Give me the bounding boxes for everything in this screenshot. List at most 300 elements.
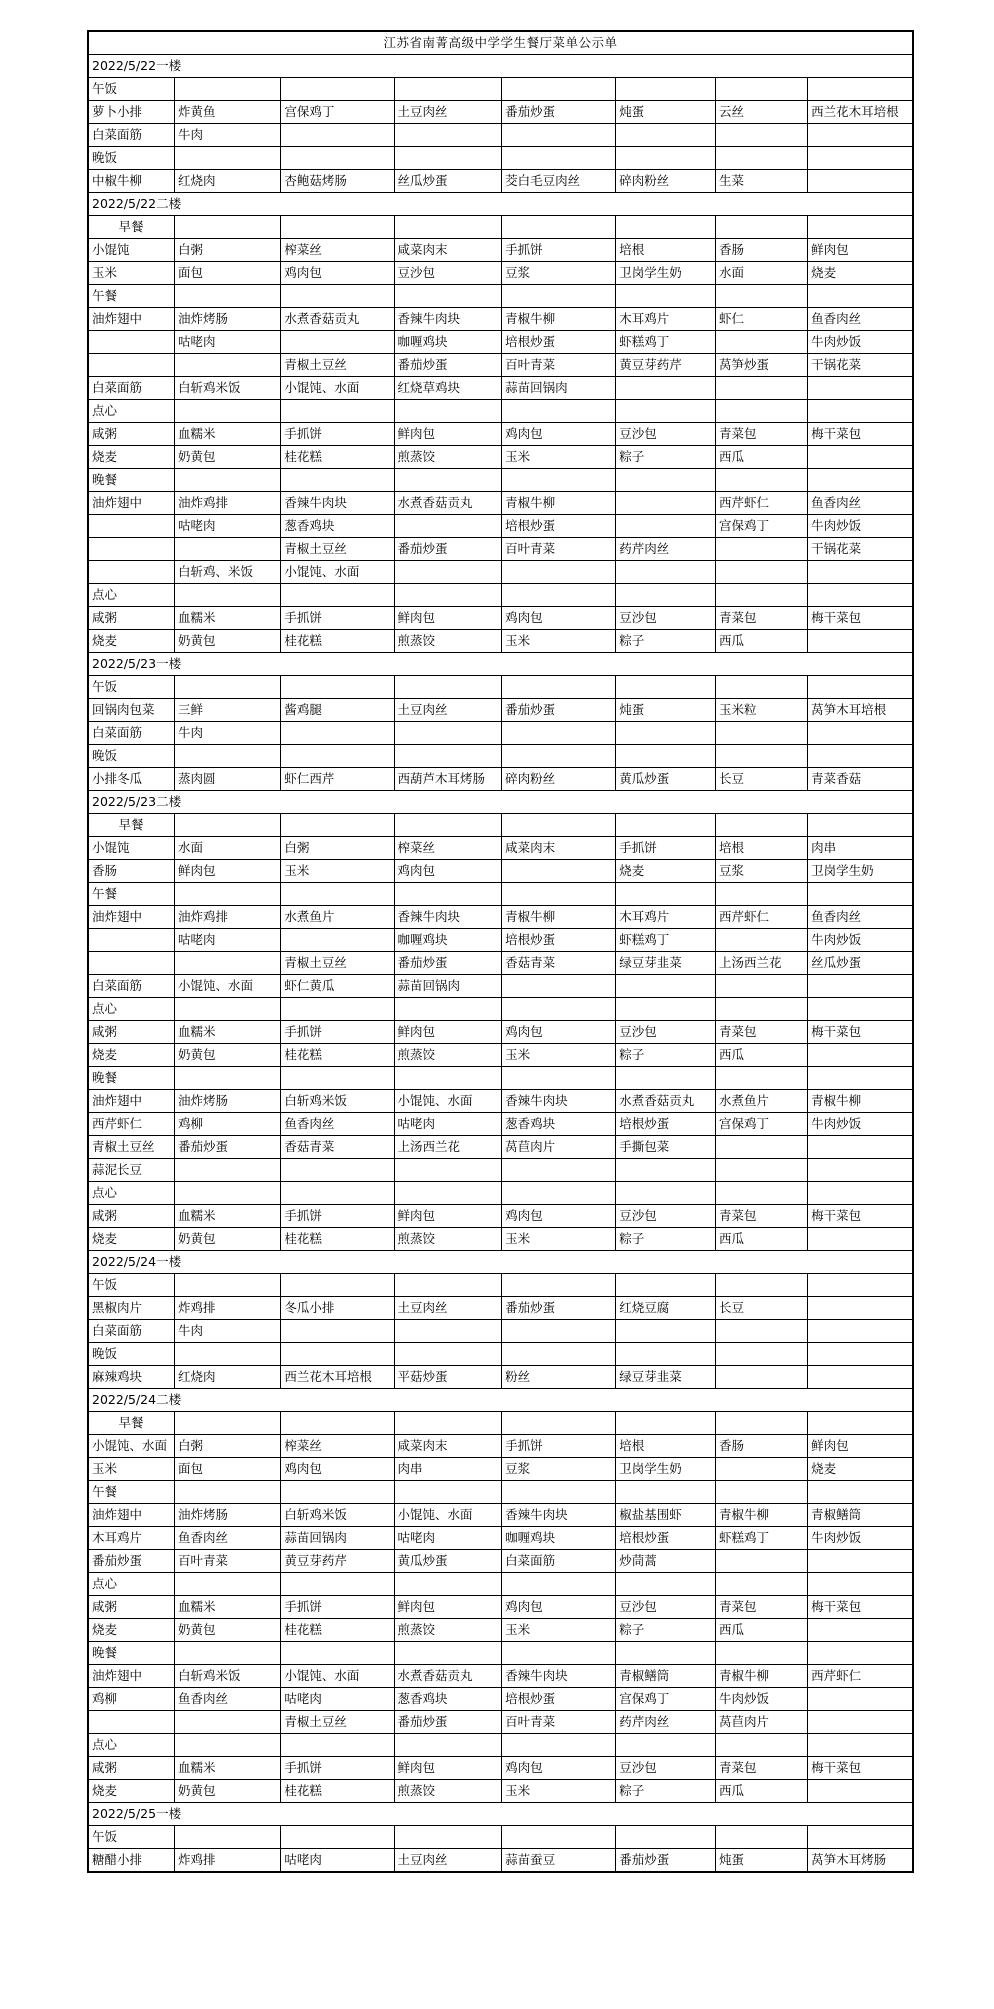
empty-cell [394,1159,502,1182]
dish-cell: 油炸翅中 [88,308,174,331]
meal-header-row [88,1734,913,1757]
dish-cell: 青椒土豆丝 [281,1711,394,1734]
dish-cell: 莴苣肉片 [502,1136,616,1159]
dish-cell: 培根 [616,239,716,262]
empty-cell [808,1412,913,1435]
date-section-label: 2022/5/23二楼 [88,791,913,814]
dish-cell: 木耳鸡片 [88,1527,174,1550]
dish-cell: 卫岗学生奶 [616,262,716,285]
dish-cell: 奶黄包 [174,1619,280,1642]
meal-header-label: 晚饭 [88,1343,174,1366]
meal-header-row [88,1826,913,1849]
table-row [88,1527,913,1550]
empty-cell [394,1343,502,1366]
dish-cell: 青椒土豆丝 [281,538,394,561]
empty-cell [502,584,616,607]
dish-cell: 榨菜丝 [281,239,394,262]
dish-cell: 碎肉粉丝 [502,768,616,791]
dish-cell: 烧麦 [88,446,174,469]
meal-header-row [88,285,913,308]
dish-cell: 香辣牛肉块 [502,1665,616,1688]
table-row [88,952,913,975]
dish-cell: 云丝 [716,101,808,124]
empty-cell [716,814,808,837]
dish-cell: 血糯米 [174,1205,280,1228]
dish-cell: 番茄炒蛋 [502,101,616,124]
dish-cell: 小馄饨、水面 [281,377,394,400]
table-row [88,929,913,952]
table-row [88,262,913,285]
dish-cell: 白粥 [281,837,394,860]
dish-cell: 桂花糕 [281,630,394,653]
empty-cell [716,929,808,952]
table-row [88,722,913,745]
dish-cell: 西瓜 [716,1780,808,1803]
empty-cell [281,676,394,699]
empty-cell [616,676,716,699]
table-row [88,699,913,722]
date-section-row [88,193,913,216]
dish-cell: 青椒土豆丝 [281,952,394,975]
dish-cell: 手抓饼 [281,1757,394,1780]
dish-cell: 烧麦 [808,1458,913,1481]
dish-cell: 长豆 [716,1297,808,1320]
dish-cell: 干锅花菜 [808,354,913,377]
empty-cell [502,400,616,423]
dish-cell: 黑椒肉片 [88,1297,174,1320]
dish-cell: 玉米 [502,1619,616,1642]
dish-cell: 血糯米 [174,1596,280,1619]
dish-cell: 青椒鳝筒 [808,1504,913,1527]
dish-cell: 宫保鸡丁 [616,1688,716,1711]
empty-cell [281,285,394,308]
dish-cell: 绿豆芽韭菜 [616,1366,716,1389]
dish-cell: 蒜苗回锅肉 [502,377,616,400]
meal-header-row [88,883,913,906]
table-row [88,1090,913,1113]
empty-cell [808,1711,913,1734]
dish-cell: 榨菜丝 [394,837,502,860]
dish-cell: 血糯米 [174,423,280,446]
dish-cell: 香辣牛肉块 [502,1504,616,1527]
dish-cell: 番茄炒蛋 [616,1849,716,1873]
dish-cell: 葱香鸡块 [281,515,394,538]
empty-cell [716,216,808,239]
dish-cell: 牛肉炒饭 [808,1113,913,1136]
empty-cell [394,1182,502,1205]
empty-cell [281,745,394,768]
empty-cell [88,515,174,538]
empty-cell [808,1320,913,1343]
empty-cell [716,745,808,768]
empty-cell [174,952,280,975]
dish-cell: 面包 [174,262,280,285]
empty-cell [716,78,808,101]
dish-cell: 鸡肉包 [281,262,394,285]
date-section-row [88,653,913,676]
empty-cell [616,975,716,998]
dish-cell: 西瓜 [716,446,808,469]
dish-cell: 培根 [616,1435,716,1458]
empty-cell [716,538,808,561]
table-row [88,1550,913,1573]
empty-cell [174,538,280,561]
empty-cell [394,1826,502,1849]
dish-cell: 炖蛋 [616,101,716,124]
meal-header-label: 晚餐 [88,469,174,492]
empty-cell [808,400,913,423]
empty-cell [616,216,716,239]
meal-header-label: 午餐 [88,1481,174,1504]
dish-cell: 油炸烤肠 [174,1090,280,1113]
dish-cell: 培根 [716,837,808,860]
dish-cell: 鸡肉包 [502,1205,616,1228]
dish-cell: 粽子 [616,1044,716,1067]
dish-cell: 手抓饼 [281,1205,394,1228]
dish-cell: 番茄炒蛋 [394,952,502,975]
dish-cell: 油炸翅中 [88,1504,174,1527]
dish-cell: 豆沙包 [616,607,716,630]
dish-cell: 油炸翅中 [88,1665,174,1688]
dish-cell: 鲜肉包 [174,860,280,883]
empty-cell [281,1320,394,1343]
dish-cell: 西芹虾仁 [808,1665,913,1688]
dish-cell: 丝瓜炒蛋 [394,170,502,193]
dish-cell: 培根炒蛋 [502,515,616,538]
dish-cell: 桂花糕 [281,1780,394,1803]
dish-cell: 咖喱鸡块 [502,1527,616,1550]
table-row [88,1136,913,1159]
empty-cell [281,1412,394,1435]
dish-cell: 咕咾肉 [174,929,280,952]
empty-cell [616,722,716,745]
empty-cell [616,745,716,768]
meal-header-label: 点心 [88,584,174,607]
empty-cell [281,883,394,906]
empty-cell [716,722,808,745]
empty-cell [616,1320,716,1343]
dish-cell: 葱香鸡块 [394,1688,502,1711]
empty-cell [616,883,716,906]
empty-cell [616,1343,716,1366]
meal-header-row [88,1343,913,1366]
empty-cell [174,78,280,101]
meal-header-row [88,147,913,170]
table-row [88,1619,913,1642]
empty-cell [616,814,716,837]
empty-cell [281,998,394,1021]
dish-cell: 红烧豆腐 [616,1297,716,1320]
dish-cell: 蒜苗蚕豆 [502,1849,616,1873]
empty-cell [808,722,913,745]
dish-cell: 梅干菜包 [808,607,913,630]
empty-cell [616,515,716,538]
table-row [88,1435,913,1458]
dish-cell: 咸粥 [88,423,174,446]
empty-cell [616,1159,716,1182]
empty-cell [502,1412,616,1435]
dish-cell: 奶黄包 [174,1780,280,1803]
dish-cell: 粽子 [616,1780,716,1803]
empty-cell [502,1182,616,1205]
dish-cell: 豆浆 [502,262,616,285]
empty-cell [808,78,913,101]
meal-header-row [88,1274,913,1297]
dish-cell: 粉丝 [502,1366,616,1389]
table-row [88,423,913,446]
dish-cell: 番茄炒蛋 [394,354,502,377]
empty-cell [394,1481,502,1504]
dish-cell: 培根炒蛋 [616,1527,716,1550]
dish-cell: 桂花糕 [281,1619,394,1642]
dish-cell: 奶黄包 [174,1228,280,1251]
dish-cell: 土豆肉丝 [394,699,502,722]
dish-cell: 肉串 [394,1458,502,1481]
empty-cell [502,216,616,239]
dish-cell: 鸡柳 [88,1688,174,1711]
dish-cell: 黄瓜炒蛋 [394,1550,502,1573]
empty-cell [281,331,394,354]
empty-cell [716,1642,808,1665]
empty-cell [281,216,394,239]
empty-cell [502,124,616,147]
dish-cell: 豆浆 [716,860,808,883]
empty-cell [502,975,616,998]
empty-cell [281,1642,394,1665]
empty-cell [808,584,913,607]
meal-header-label: 午餐 [88,883,174,906]
dish-cell: 青椒牛柳 [502,492,616,515]
meal-header-label: 午饭 [88,1826,174,1849]
empty-cell [174,584,280,607]
dish-cell: 水煮鱼片 [281,906,394,929]
empty-cell [716,469,808,492]
dish-cell: 糖醋小排 [88,1849,174,1873]
dish-cell: 药芹肉丝 [616,1711,716,1734]
date-section-row [88,1251,913,1274]
empty-cell [616,998,716,1021]
dish-cell: 蒜泥长豆 [88,1159,174,1182]
meal-header-label: 晚饭 [88,147,174,170]
table-row [88,101,913,124]
meal-header-label: 早餐 [88,216,174,239]
dish-cell: 咸粥 [88,607,174,630]
empty-cell [616,1481,716,1504]
meal-header-row [88,814,913,837]
empty-cell [394,1642,502,1665]
dish-cell: 鱼香肉丝 [174,1688,280,1711]
dish-cell: 西瓜 [716,630,808,653]
dish-cell: 小馄饨、水面 [174,975,280,998]
empty-cell [716,331,808,354]
empty-cell [616,285,716,308]
dish-cell: 白斩鸡米饭 [281,1090,394,1113]
empty-cell [281,147,394,170]
empty-cell [808,1136,913,1159]
empty-cell [716,1412,808,1435]
empty-cell [281,1274,394,1297]
empty-cell [616,400,716,423]
dish-cell: 水煮鱼片 [716,1090,808,1113]
empty-cell [616,1274,716,1297]
dish-cell: 黄豆芽药芹 [281,1550,394,1573]
dish-cell: 番茄炒蛋 [394,538,502,561]
meal-header-row [88,745,913,768]
empty-cell [502,1642,616,1665]
empty-cell [616,1573,716,1596]
meal-header-label: 点心 [88,1573,174,1596]
empty-cell [808,147,913,170]
dish-cell: 鸡肉包 [502,1596,616,1619]
empty-cell [394,285,502,308]
dish-cell: 青菜包 [716,423,808,446]
empty-cell [394,1274,502,1297]
dish-cell: 煎蒸饺 [394,446,502,469]
dish-cell: 玉米粒 [716,699,808,722]
empty-cell [716,1458,808,1481]
dish-cell: 面包 [174,1458,280,1481]
empty-cell [502,78,616,101]
empty-cell [281,1481,394,1504]
table-row [88,331,913,354]
dish-cell: 卫岗学生奶 [616,1458,716,1481]
empty-cell [808,975,913,998]
empty-cell [281,584,394,607]
dish-cell: 丝瓜炒蛋 [808,952,913,975]
empty-cell [174,745,280,768]
empty-cell [716,1826,808,1849]
dish-cell: 药芹肉丝 [616,538,716,561]
meal-header-label: 晚饭 [88,745,174,768]
dish-cell: 咕咾肉 [394,1527,502,1550]
dish-cell: 豆沙包 [616,1757,716,1780]
dish-cell: 蒜苗回锅肉 [281,1527,394,1550]
empty-cell [808,630,913,653]
dish-cell: 青椒牛柳 [716,1665,808,1688]
empty-cell [808,446,913,469]
dish-cell: 血糯米 [174,1021,280,1044]
empty-cell [716,1182,808,1205]
dish-cell: 碎肉粉丝 [616,170,716,193]
dish-cell: 香肠 [716,239,808,262]
empty-cell [502,469,616,492]
empty-cell [174,814,280,837]
table-row [88,975,913,998]
dish-cell: 血糯米 [174,607,280,630]
dish-cell: 豆浆 [502,1458,616,1481]
dish-cell: 木耳鸡片 [616,906,716,929]
empty-cell [716,1320,808,1343]
dish-cell: 烧麦 [808,262,913,285]
dish-cell: 香辣牛肉块 [502,1090,616,1113]
dish-cell: 香肠 [88,860,174,883]
meal-header-row [88,1182,913,1205]
dish-cell: 咸菜肉末 [502,837,616,860]
empty-cell [808,469,913,492]
date-section-row [88,1389,913,1412]
dish-cell: 青椒鳝筒 [616,1665,716,1688]
empty-cell [502,860,616,883]
meal-header-row [88,400,913,423]
empty-cell [281,1067,394,1090]
empty-cell [616,1067,716,1090]
empty-cell [281,1573,394,1596]
dish-cell: 莴笋木耳培根 [808,699,913,722]
dish-cell: 炸黄鱼 [174,101,280,124]
dish-cell: 青椒土豆丝 [88,1136,174,1159]
menu-title-row [88,31,913,55]
dish-cell: 白粥 [174,239,280,262]
empty-cell [716,1366,808,1389]
empty-cell [502,1481,616,1504]
empty-cell [174,1067,280,1090]
dish-cell: 青菜包 [716,607,808,630]
dish-cell: 玉米 [502,1044,616,1067]
meal-header-label: 午饭 [88,78,174,101]
empty-cell [716,147,808,170]
meal-header-row [88,1481,913,1504]
empty-cell [281,1182,394,1205]
empty-cell [616,1734,716,1757]
dish-cell: 油炸翅中 [88,492,174,515]
table-row [88,1366,913,1389]
dish-cell: 牛肉 [174,1320,280,1343]
dish-cell: 白菜面筋 [502,1550,616,1573]
empty-cell [394,584,502,607]
meal-header-row [88,676,913,699]
dish-cell: 宫保鸡丁 [716,1113,808,1136]
dish-cell: 虾仁黄瓜 [281,975,394,998]
empty-cell [808,561,913,584]
dish-cell: 炒茼蒿 [616,1550,716,1573]
empty-cell [394,216,502,239]
table-row [88,1665,913,1688]
dish-cell: 鱼香肉丝 [808,308,913,331]
dish-cell: 土豆肉丝 [394,1849,502,1873]
empty-cell [174,469,280,492]
cafeteria-menu-table [87,30,914,1873]
dish-cell: 玉米 [281,860,394,883]
dish-cell: 牛肉 [174,722,280,745]
empty-cell [281,814,394,837]
dish-cell: 虾糕鸡丁 [616,929,716,952]
dish-cell: 咕咾肉 [281,1849,394,1873]
empty-cell [88,561,174,584]
empty-cell [502,998,616,1021]
dish-cell: 萝卜小排 [88,101,174,124]
table-row [88,354,913,377]
empty-cell [394,469,502,492]
dish-cell: 豆沙包 [616,1021,716,1044]
dish-cell: 煎蒸饺 [394,630,502,653]
dish-cell: 牛肉炒饭 [808,929,913,952]
dish-cell: 桂花糕 [281,1228,394,1251]
empty-cell [616,469,716,492]
empty-cell [808,216,913,239]
dish-cell: 鸡肉包 [502,607,616,630]
meal-header-row [88,1573,913,1596]
dish-cell: 鸡肉包 [281,1458,394,1481]
dish-cell: 烧麦 [88,1619,174,1642]
empty-cell [716,400,808,423]
dish-cell: 回锅肉包菜 [88,699,174,722]
dish-cell: 杏鲍菇烤肠 [281,170,394,193]
empty-cell [716,124,808,147]
empty-cell [808,124,913,147]
empty-cell [394,998,502,1021]
dish-cell: 西瓜 [716,1619,808,1642]
dish-cell: 咕咾肉 [174,331,280,354]
